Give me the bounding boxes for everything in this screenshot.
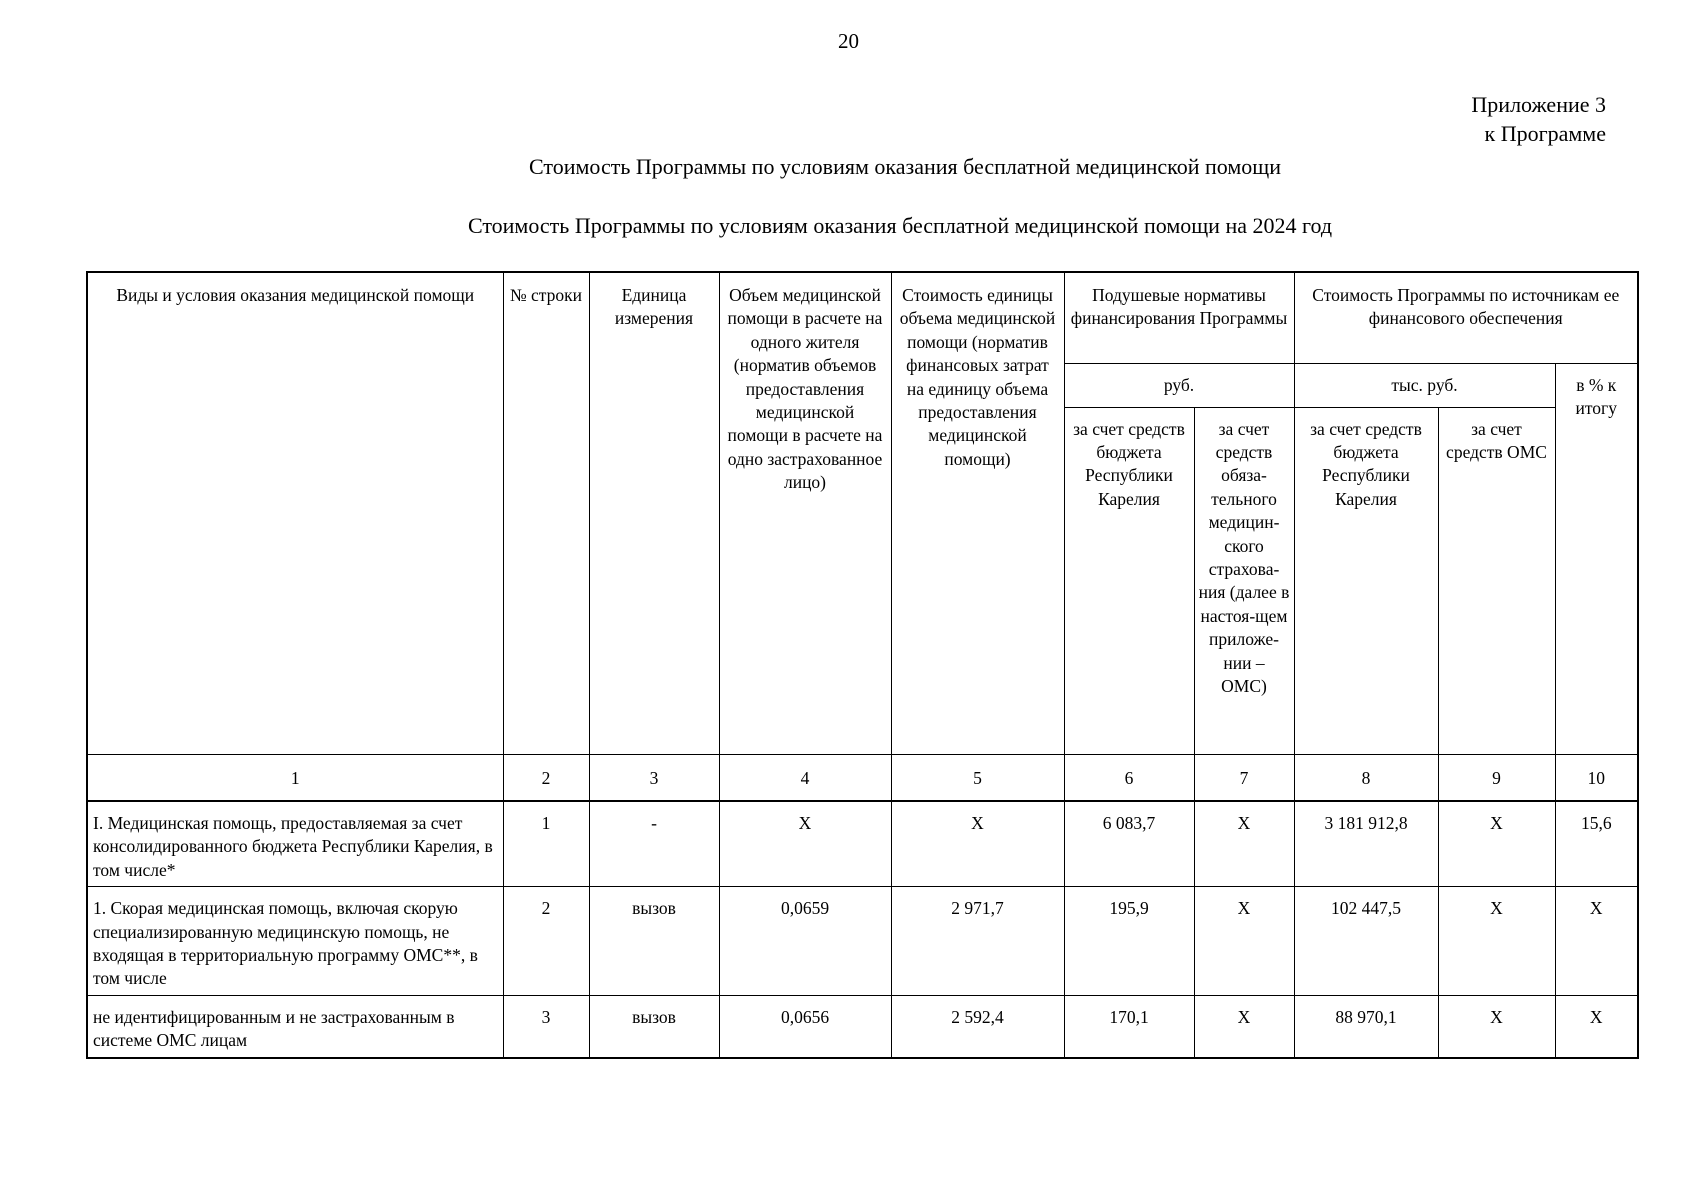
document-title: Стоимость Программы по условиям оказания бесплатной медицинской помощи <box>529 154 1281 179</box>
column-number: 7 <box>1194 754 1294 801</box>
table-cell: Х <box>1194 801 1294 887</box>
column-number: 4 <box>719 754 891 801</box>
header-percent-total: в % к итогу <box>1555 363 1638 754</box>
appendix-line-1: Приложение 3 <box>1471 92 1606 117</box>
table-cell: 0,0659 <box>719 887 891 996</box>
table-cell: 3 181 912,8 <box>1294 801 1438 887</box>
table-cell: - <box>589 801 719 887</box>
column-number: 2 <box>503 754 589 801</box>
header-row-number: № строки <box>503 272 589 754</box>
header-budget-rk-cost: за счет средств бюджета Республики Карелия <box>1294 407 1438 754</box>
header-kind: Виды и условия оказания медицинской помощи <box>87 272 503 754</box>
table-cell: 88 970,1 <box>1294 995 1438 1057</box>
header-volume: Объем медицинской помощи в расчете на одного жителя (норматив объемов предоставления медицинской помощи в расчете на одно застрахованное лицо) <box>719 272 891 754</box>
header-oms-per-capita: за счет средств обяза-тельного медицин-ского страхова-ния (далее в настоя-щем приложе-нии – ОМС) <box>1194 407 1294 754</box>
table-cell: 1 <box>503 801 589 887</box>
header-oms-cost: за счет средств ОМС <box>1438 407 1555 754</box>
table-row <box>87 887 1638 996</box>
appendix-line-2: к Программе <box>1484 121 1606 146</box>
column-number: 8 <box>1294 754 1438 801</box>
table-cell: Х <box>1555 887 1638 996</box>
table-cell: Х <box>1438 801 1555 887</box>
table-row <box>87 801 1638 887</box>
table-cell: 2 592,4 <box>891 995 1064 1057</box>
appendix-note <box>1471 90 1606 148</box>
table-cell: Х <box>1438 887 1555 996</box>
table-cell: вызов <box>589 887 719 996</box>
table-cell: 195,9 <box>1064 887 1194 996</box>
table-cell: 0,0656 <box>719 995 891 1057</box>
header-thousand-rub: тыс. руб. <box>1294 363 1555 407</box>
header-unit-cost: Стоимость единицы объема медицинской помощи (норматив финансовых затрат на единицу объема предоставления медицинской помощи) <box>891 272 1064 754</box>
column-number: 10 <box>1555 754 1638 801</box>
table-cell: 170,1 <box>1064 995 1194 1057</box>
column-number: 9 <box>1438 754 1555 801</box>
row-label: I. Медицинская помощь, предоставляемая за счет консолидированного бюджета Республики Карелия, в том числе* <box>87 801 503 887</box>
column-number: 1 <box>87 754 503 801</box>
table-cell: 2 <box>503 887 589 996</box>
table-cell: 3 <box>503 995 589 1057</box>
program-cost-table <box>86 271 1639 1059</box>
column-number: 3 <box>589 754 719 801</box>
table-row <box>87 995 1638 1057</box>
table-cell: 102 447,5 <box>1294 887 1438 996</box>
header-budget-rk-per-capita: за счет средств бюджета Республики Карелия <box>1064 407 1194 754</box>
column-number: 6 <box>1064 754 1194 801</box>
table-cell: 15,6 <box>1555 801 1638 887</box>
row-label: не идентифицированным и не застрахованным в системе ОМС лицам <box>87 995 503 1057</box>
table-cell: Х <box>1194 995 1294 1057</box>
table-cell: Х <box>1555 995 1638 1057</box>
table-cell: Х <box>891 801 1064 887</box>
table-cell: Х <box>1194 887 1294 996</box>
table-title: Стоимость Программы по условиям оказания бесплатной медицинской помощи на 2024 год <box>467 213 1333 238</box>
header-rub: руб. <box>1064 363 1294 407</box>
row-label: 1. Скорая медицинская помощь, включая скорую специализированную медицинскую помощь, не входящая в территориальную программу ОМС**, в том числе <box>87 887 503 996</box>
header-per-capita: Подушевые нормативы финансирования Программы <box>1064 272 1294 363</box>
header-program-cost: Стоимость Программы по источникам ее финансового обеспечения <box>1294 272 1638 363</box>
table-cell: 6 083,7 <box>1064 801 1194 887</box>
table-cell: Х <box>719 801 891 887</box>
table-cell: Х <box>1438 995 1555 1057</box>
page-number: 20 <box>838 29 859 53</box>
column-numbers-row <box>87 754 1638 801</box>
header-unit: Единица измерения <box>589 272 719 754</box>
table-cell: вызов <box>589 995 719 1057</box>
column-number: 5 <box>891 754 1064 801</box>
table-cell: 2 971,7 <box>891 887 1064 996</box>
